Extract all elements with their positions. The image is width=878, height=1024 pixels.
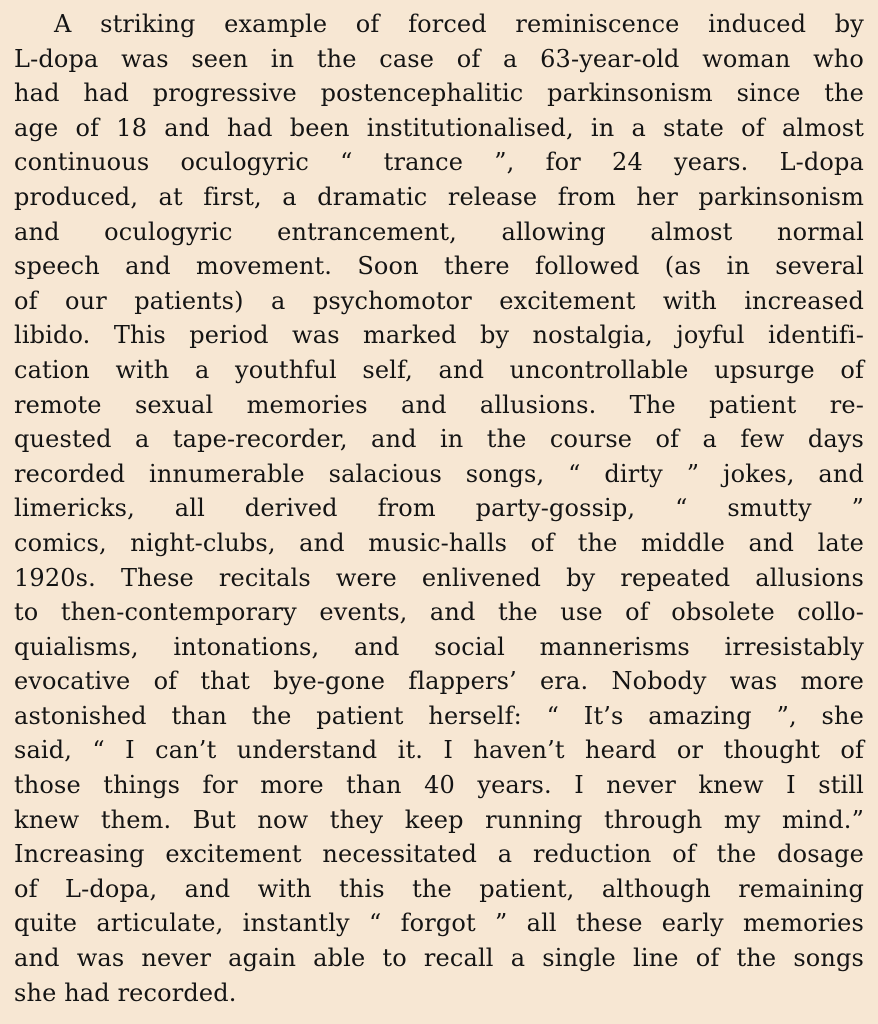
text-line: quested a tape-recorder, and in the course of a few days (14, 425, 864, 454)
text-line: A striking example of forced reminiscence induced by (54, 10, 864, 38)
text-line: recorded innumerable salacious songs, “ dirty ” jokes, and (14, 459, 864, 488)
text-line: of L-dopa, and with this the patient, although remaining (14, 874, 864, 903)
text-line: those things for more than 40 years. I never knew I still (14, 771, 864, 800)
text-line: remote sexual memories and allusions. The patient re- (14, 390, 864, 419)
text-line: evocative of that bye-gone flappers’ era. Nobody was more (14, 667, 864, 696)
text-line: age of 18 and had been institutionalised, in a state of almost (14, 113, 864, 142)
paragraph (14, 7, 864, 1010)
text-line: she had recorded. (14, 978, 237, 1007)
text-line: comics, night-clubs, and music-halls of the middle and late (14, 528, 864, 557)
text-line: quialisms, intonations, and social mannerisms irresistably (14, 632, 864, 661)
text-line: produced, at first, a dramatic release from her parkinsonism (14, 182, 864, 211)
text-line: had had progressive postencephalitic parkinsonism since the (14, 79, 864, 108)
text-line: continuous oculogyric “ trance ”, for 24 years. L-dopa (14, 148, 864, 177)
text-line: astonished than the patient herself: “ It’s amazing ”, she (14, 701, 864, 730)
text-line: and oculogyric entrancement, allowing almost normal (14, 217, 864, 246)
text-line: speech and movement. Soon there followed (as in several (14, 252, 864, 281)
text-line: 1920s. These recitals were enlivened by repeated allusions (14, 563, 864, 592)
text-line: cation with a youthful self, and uncontrollable upsurge of (14, 355, 864, 384)
text-line: Increasing excitement necessitated a reduction of the dosage (14, 840, 864, 869)
text-line: said, “ I can’t understand it. I haven’t heard or thought of (14, 736, 864, 765)
text-line: of our patients) a psychomotor excitement with increased (14, 286, 864, 315)
text-line: knew them. But now they keep running through my mind.” (14, 805, 864, 834)
text-line: L-dopa was seen in the case of a 63-year-old woman who (14, 44, 864, 73)
text-line: and was never again able to recall a single line of the songs (14, 944, 864, 973)
text-line: limericks, all derived from party-gossip, “ smutty ” (14, 494, 864, 523)
text-line: quite articulate, instantly “ forgot ” all these early memories (14, 909, 864, 938)
text-line: to then-contemporary events, and the use of obsolete collo- (14, 598, 864, 627)
text-line: libido. This period was marked by nostalgia, joyful identifi- (14, 321, 864, 350)
